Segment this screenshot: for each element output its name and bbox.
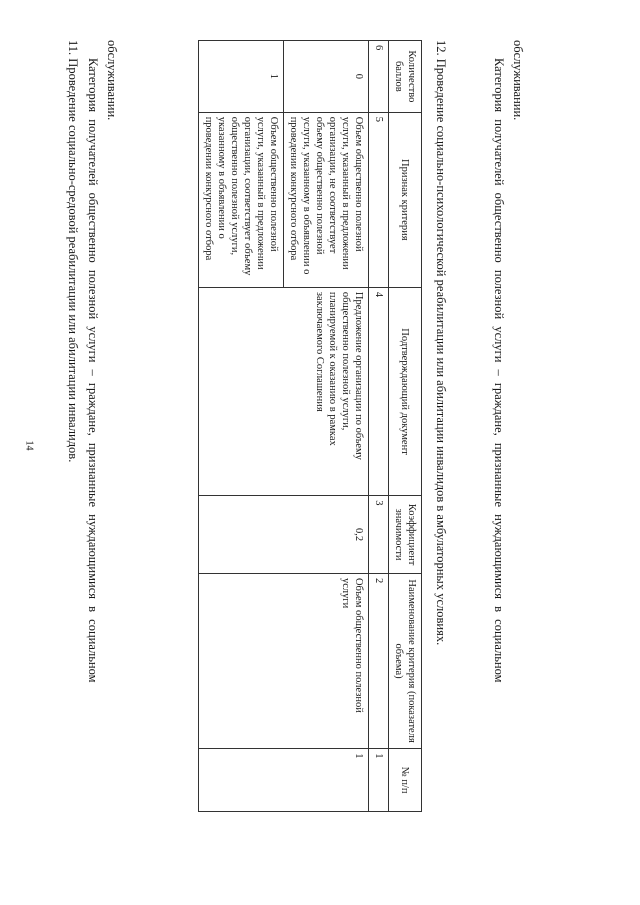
cell-no: 1 bbox=[199, 749, 369, 812]
cell-sign-2: Объем общественно полезной услуги, указанный в предложении организации, соответствует объему общественно полезной услуги, указанному в объявлении о проведении конкурсного отбора bbox=[199, 112, 284, 287]
criteria-table bbox=[198, 40, 422, 812]
section-12-category-continued: обслуживании. bbox=[511, 40, 525, 121]
column-number-row bbox=[369, 41, 389, 812]
rotated-page-content bbox=[12, 40, 572, 870]
section-11-category: Категория получателей общественно полезной услуги – граждане, признанные нуждающимися в социальном bbox=[86, 58, 100, 683]
header-no: № п/п bbox=[389, 749, 422, 812]
cell-score-2: 1 bbox=[199, 41, 284, 113]
col-number-2: 2 bbox=[369, 573, 389, 748]
cell-coef: 0,2 bbox=[199, 496, 369, 574]
cell-doc: Предложение организации по объему общественно полезной услуги, планируемой к оказанию в рамках заключаемого Соглашения bbox=[199, 287, 369, 495]
col-number-1: 1 bbox=[369, 749, 389, 812]
page-number: 14 bbox=[23, 440, 35, 451]
table-row bbox=[284, 41, 369, 812]
cell-name: Объем общественно полезной услуги bbox=[199, 573, 369, 748]
col-number-4: 4 bbox=[369, 287, 389, 495]
header-sign: Признак критерия bbox=[389, 112, 422, 287]
section-12-heading: 12. Проведение социально-психологической реабилитации или абилитации инвалидов в амбулаторных условиях. bbox=[434, 40, 448, 646]
cell-sign-1: Объем общественно полезной услуги, указанный в предложении организации, не соответствует объему общественно полезной услуги, указанному в объявлении о проведении конкурсного отбора bbox=[284, 112, 369, 287]
header-coef: Коэффициент значимости bbox=[389, 496, 422, 574]
header-name: Наименование критерия (показателя объема) bbox=[389, 573, 422, 748]
header-score: Количество баллов bbox=[389, 41, 422, 113]
cell-score-1: 0 bbox=[284, 41, 369, 113]
section-11-category-continued: обслуживании. bbox=[105, 40, 119, 121]
table-header-row bbox=[389, 41, 422, 812]
section-12-category: Категория получателей общественно полезной услуги – граждане, признанные нуждающимися в социальном bbox=[492, 58, 506, 683]
col-number-3: 3 bbox=[369, 496, 389, 574]
col-number-6: 6 bbox=[369, 41, 389, 113]
section-11-heading: 11. Проведение социально-средовой реабилитации или абилитации инвалидов. bbox=[66, 40, 80, 463]
col-number-5: 5 bbox=[369, 112, 389, 287]
header-doc: Подтверждающий документ bbox=[389, 287, 422, 495]
